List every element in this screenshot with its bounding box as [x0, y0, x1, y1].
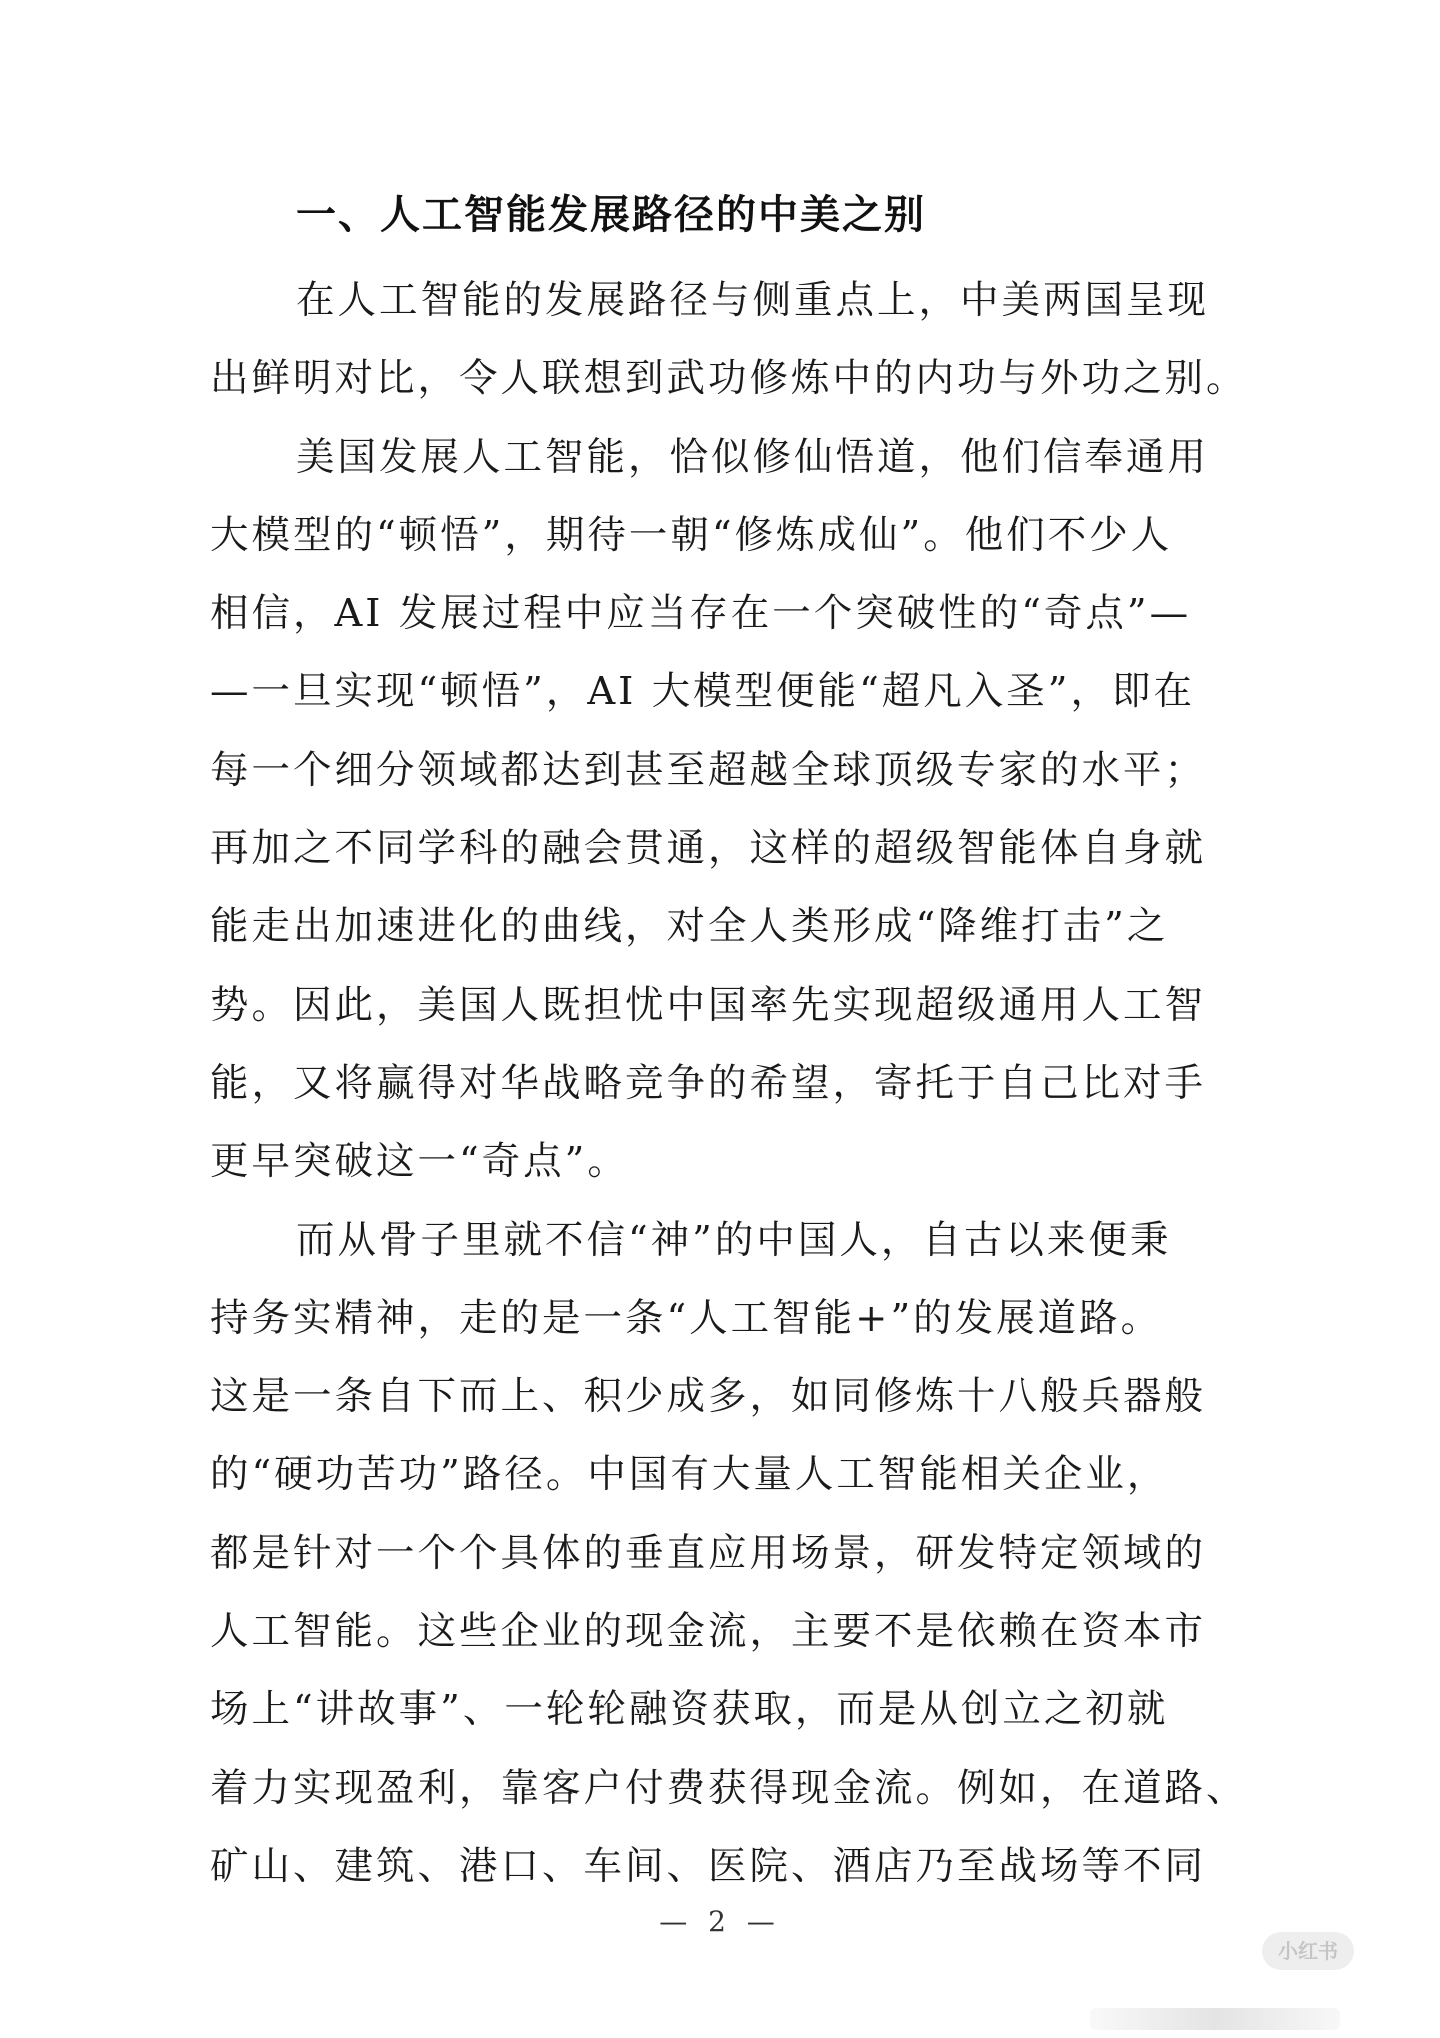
text-line: 势。因此，美国人既担忧中国率先实现超级通用人工智 [210, 982, 1207, 1028]
text-line: 再加之不同学科的融会贯通，这样的超级智能体自身就 [210, 826, 1207, 872]
text-line: 能，又将赢得对华战略竞争的希望，寄托于自己比对手 [210, 1060, 1207, 1106]
body-text [210, 262, 1270, 1906]
page-number: — 2 — [659, 1905, 781, 1938]
text-line: 美国发展人工智能，恰似修仙悟道，他们信奉通用 [296, 434, 1210, 480]
blurred-footer-strip [1090, 2008, 1340, 2030]
text-line: 都是针对一个个具体的垂直应用场景，研发特定领域的 [210, 1530, 1207, 1576]
text-line: 的“硬功苦功”路径。中国有大量人工智能相关企业， [210, 1452, 1169, 1498]
text-line: 场上“讲故事”、一轮轮融资获取，而是从创立之初就 [210, 1687, 1169, 1733]
text-line: 持务实精神，走的是一条“人工智能+”的发展道路。 [210, 1295, 1163, 1341]
text-line: 人工智能。这些企业的现金流，主要不是依赖在资本市 [210, 1609, 1207, 1655]
text-line: 大模型的“顿悟”，期待一朝“修炼成仙”。他们不少人 [210, 512, 1173, 558]
text-line: —一旦实现“顿悟”，AI 大模型便能“超凡入圣”，即在 [210, 669, 1195, 715]
text-line: 每一个细分领域都达到甚至超越全球顶级专家的水平； [210, 747, 1207, 793]
watermark-badge: 小红书 [1262, 1932, 1354, 1970]
text-line: 而从骨子里就不信“神”的中国人，自古以来便秉 [296, 1217, 1172, 1263]
text-line: 更早突破这一“奇点”。 [210, 1139, 629, 1185]
text-line: 着力实现盈利，靠客户付费获得现金流。例如，在道路、 [210, 1765, 1248, 1811]
text-line: 矿山、建筑、港口、车间、医院、酒店乃至战场等不同 [210, 1843, 1207, 1889]
text-line: 能走出加速进化的曲线，对全人类形成“降维打击”之 [210, 904, 1169, 950]
text-line: 出鲜明对比，令人联想到武功修炼中的内功与外功之别。 [210, 356, 1248, 402]
section-heading: 一、人工智能发展路径的中美之别 [296, 192, 926, 238]
text-line: 相信，AI 发展过程中应当存在一个突破性的“奇点”— [210, 591, 1192, 637]
text-line: 在人工智能的发展路径与侧重点上，中美两国呈现 [296, 278, 1210, 323]
text-line: 这是一条自下而上、积少成多，如同修炼十八般兵器般 [210, 1374, 1207, 1420]
